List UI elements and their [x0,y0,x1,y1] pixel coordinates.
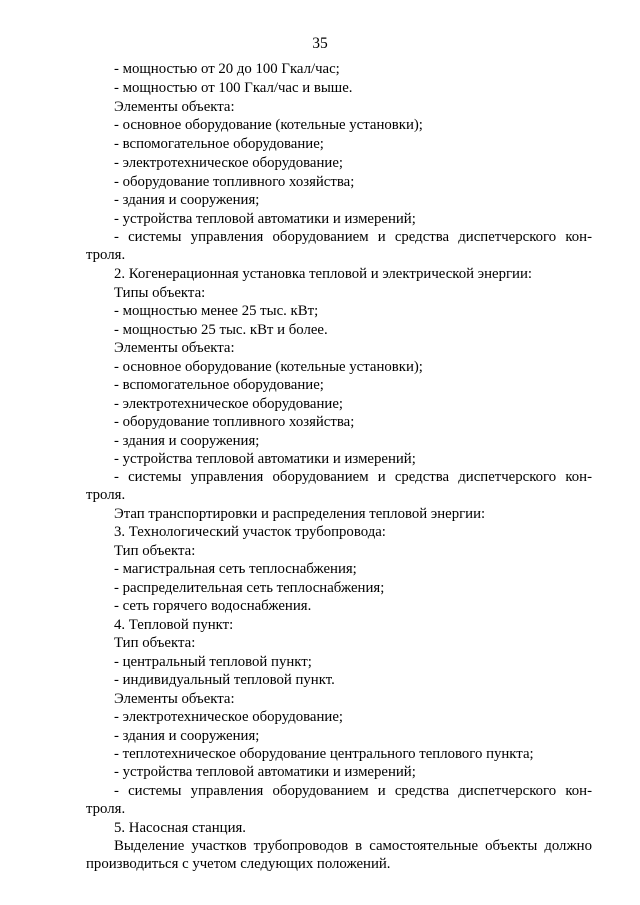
text-line: - вспомогательное оборудование; [114,377,324,393]
text-line: Тип объекта: [114,543,196,559]
text-line: - электротехническое оборудование; [114,155,344,171]
text-line: Элементы объекта: [114,340,235,356]
text-line: производиться с учетом следующих положений. [86,856,391,872]
text-line: - здания и сооружения; [114,192,260,208]
text-line: - распределительная сеть теплоснабжения; [114,580,385,596]
text-line: - магистральная сеть теплоснабжения; [114,561,357,577]
text-line: Типы объекта: [114,285,206,301]
text-line: - мощностью от 100 Гкал/час и выше. [114,80,353,96]
text-line: - мощностью менее 25 тыс. кВт; [114,303,319,319]
text-line: - мощностью 25 тыс. кВт и более. [114,322,328,338]
text-line: - вспомогательное оборудование; [114,136,324,152]
text-line: - системы управления оборудованием и средства диспетчерского кон- [114,229,592,245]
page-number: 35 [312,35,328,52]
text-line: - системы управления оборудованием и средства диспетчерского кон- [114,469,592,485]
text-line: - основное оборудование (котельные установки); [114,117,423,133]
text-line: троля. [86,487,126,503]
text-line: - центральный тепловой пункт; [114,654,312,670]
text-line: - оборудование топливного хозяйства; [114,414,355,430]
text-line: - оборудование топливного хозяйства; [114,174,355,190]
text-line: - здания и сооружения; [114,433,260,449]
text-line: 3. Технологический участок трубопровода: [114,524,386,540]
text-line: 5. Насосная станция. [114,820,246,836]
text-line: Этап транспортировки и распределения тепловой энергии: [114,506,486,522]
text-line: - мощностью от 20 до 100 Гкал/час; [114,61,340,77]
text-line: - индивидуальный тепловой пункт. [114,672,335,688]
text-line: Выделение участков трубопроводов в самостоятельные объекты должно [114,838,592,854]
text-line: - здания и сооружения; [114,728,260,744]
text-line: - теплотехническое оборудование центрального теплового пункта; [114,746,534,762]
text-line: - электротехническое оборудование; [114,709,344,725]
text-line: Элементы объекта: [114,99,235,115]
text-line: - электротехническое оборудование; [114,396,344,412]
text-line: Элементы объекта: [114,691,235,707]
text-line: троля. [86,801,126,817]
text-line: - системы управления оборудованием и средства диспетчерского кон- [114,783,592,799]
text-line: троля. [86,247,126,263]
text-line: - основное оборудование (котельные установки); [114,359,423,375]
text-line: Тип объекта: [114,635,196,651]
text-line: 2. Когенерационная установка тепловой и электрической энергии: [114,266,532,282]
text-line: - сеть горячего водоснабжения. [114,598,312,614]
text-line: - устройства тепловой автоматики и измерений; [114,764,416,780]
text-line: - устройства тепловой автоматики и измерений; [114,211,416,227]
text-line: - устройства тепловой автоматики и измерений; [114,451,416,467]
text-line: 4. Тепловой пункт: [114,617,234,633]
